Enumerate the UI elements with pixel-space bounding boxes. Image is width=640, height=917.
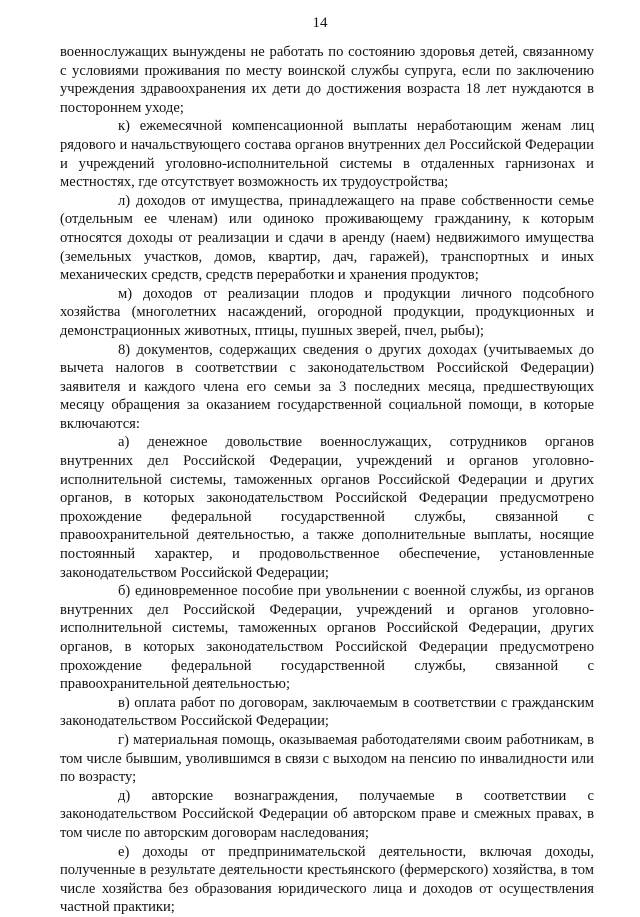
paragraph-item-v: в) оплата работ по договорам, заключаемым в соответствии с гражданским законодательством Российской Федерации;: [60, 694, 594, 730]
document-body: [60, 43, 594, 917]
paragraph-item-k: к) ежемесячной компенсационной выплаты неработающим женам лиц рядового и начальствующего состава органов внутренних дел Российской Федерации и учреждений уголовно-исполнительной системы в отдаленных гарнизонах и местностях, где отсутствует возможность их трудоустройства;: [60, 118, 594, 191]
paragraph-item-8: 8) документов, содержащих сведения о других доходах (учитываемых до вычета налогов в соответствии с законодательством Российской Федерации) заявителя и каждого члена его семьи за 3 последних месяца, предшествующих месяцу обращения за оказанием государственной социальной помощи, в которые включаются:: [60, 341, 594, 432]
paragraph-item-e: е) доходы от предпринимательской деятельности, включая доходы, полученные в результате деятельности крестьянского (фермерского) хозяйства, в том числе хозяйства без образования юридического лица и доходов от осуществления частной практики;: [60, 843, 594, 916]
paragraph-item-d: д) авторские вознаграждения, получаемые в соответствии с законодательством Российской Федерации об авторском праве и смежных правах, в том числе по авторским договорам наследования;: [60, 787, 594, 841]
paragraph-item-b: б) единовременное пособие при увольнении с военной службы, из органов внутренних дел Российской Федерации, учреждений и органов уголовно-исполнительной системы, таможенных органов Российской Федерации, других органов, в которых законодательством Российской Федерации предусмотрено прохождение федеральной государственной службы, связанной с правоохранительной деятельностью;: [60, 583, 594, 693]
paragraph-item-a: а) денежное довольствие военнослужащих, сотрудников органов внутренних дел Российской Федерации, учреждений и органов уголовно-исполнительной системы, таможенных органов Российской Федерации и других органов, в которых законодательством Российской Федерации предусмотрено прохождение федеральной государственной службы, связанной с правоохранительной деятельностью, а также дополнительные выплаты, носящие постоянный характер, и продовольственное обеспечение, установленные законодательством Российской Федерации;: [60, 434, 594, 581]
page-number: 14: [312, 15, 328, 31]
paragraph-item-g: г) материальная помощь, оказываемая работодателями своим работникам, в том числе бывшим, уволившимся в связи с выходом на пенсию по инвалидности или по возрасту;: [60, 731, 594, 786]
paragraph-item-l: л) доходов от имущества, принадлежащего на праве собственности семье (отдельным ее членам) или одиноко проживающему гражданину, к которым относятся доходы от реализации и сдачи в аренду (наем) недвижимого имущества (земельных участков, домов, квартир, дач, гаражей), транспортных и иных механических средств, средств переработки и хранения продуктов;: [60, 192, 594, 284]
paragraph-continuation: военнослужащих вынуждены не работать по состоянию здоровья детей, связанному с условиями проживания по месту воинской службы супруга, если по заключению учреждения здравоохранения их дети до достижения возраста 18 лет нуждаются в постороннем уходе;: [60, 44, 594, 116]
paragraph-item-m: м) доходов от реализации плодов и продукции личного подсобного хозяйства (многолетних насаждений, огородной продукции, продукционных и демонстрационных животных, птицы, пушных зверей, пчел, рыбы);: [60, 285, 594, 339]
